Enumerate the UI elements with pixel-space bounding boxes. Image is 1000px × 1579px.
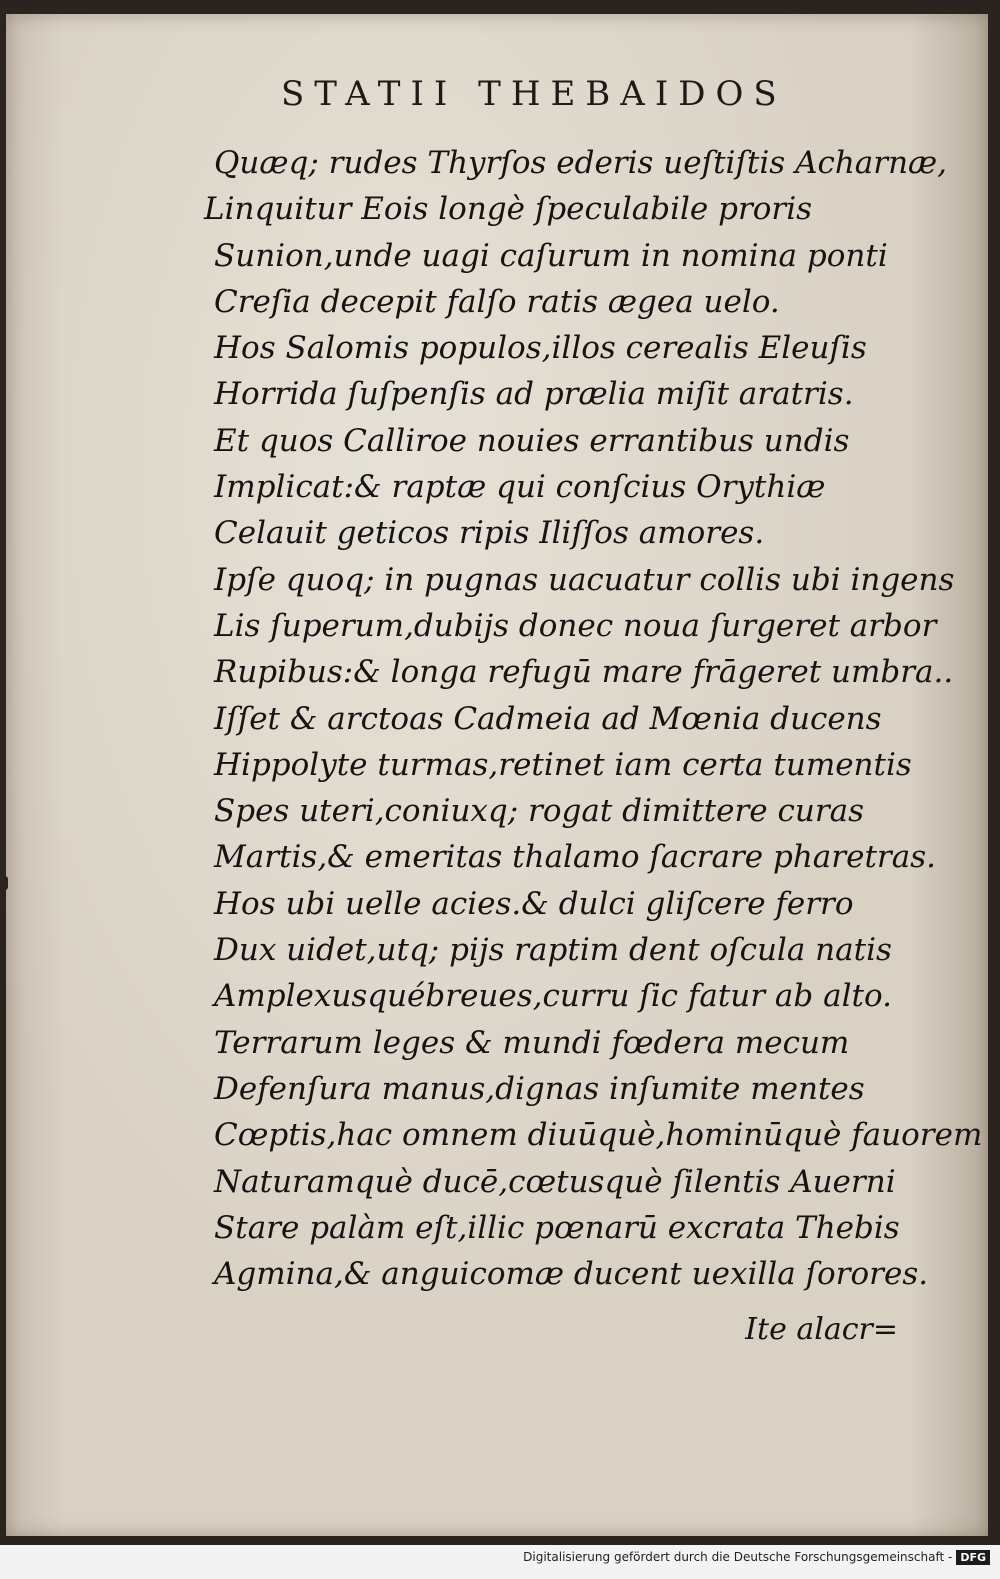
- running-header: STATII THEBAIDOS: [281, 74, 787, 114]
- verse-line: Creſia decepit falſo ratis ægea uelo.: [214, 283, 780, 320]
- verse-line: Quæq; rudes Thyrſos ederis ueſtiſtis Acharnæ,: [214, 145, 948, 181]
- verse-line: Et quos Calliroe nouies errantibus undis: [214, 422, 850, 459]
- verse-line: Linquitur Eois longè ſpeculabile proris: [204, 191, 813, 228]
- verse-line: Dux uidet,utq; pijs raptim dent oſcula natis: [214, 932, 892, 969]
- verse-line: Hippolyte turmas,retinet iam certa tumentis: [214, 746, 912, 783]
- verse-line: Spes uteri,coniuxq; rogat dimittere curas: [214, 793, 865, 830]
- verse-line: Defenſura manus,dignas inſumite mentes: [214, 1070, 865, 1107]
- verse-line: Rupibus:& longa refugū mare frāgeret umbra..: [214, 654, 954, 691]
- book-page: [6, 14, 988, 1536]
- catchword: Ite alacr=: [745, 1312, 898, 1347]
- verse-line: Ipſe quoq; in pugnas uacuatur collis ubi ingens: [214, 561, 955, 598]
- verse-line: Cœptis,hac omnem diuūquè,hominūquè fauorem: [214, 1117, 983, 1154]
- digitization-credit: [523, 1550, 990, 1565]
- verse-line: Lis ſuperum,dubijs donec noua ſurgeret arbor: [214, 607, 937, 644]
- credit-text: Digitalisierung gefördert durch die Deutsche Forschungsgemeinschaft -: [523, 1550, 953, 1564]
- verse-line: Martis,& emeritas thalamo ſacrare pharetras.: [214, 839, 936, 876]
- dfg-logo: DFG: [956, 1550, 990, 1565]
- verse-block: [204, 140, 983, 1297]
- verse-line: Stare palàm eſt,illic pœnarū excrata Thebis: [214, 1209, 900, 1246]
- verse-line: Iſſet & arctoas Cadmeia ad Mœnia ducens: [214, 700, 882, 737]
- page-edge-mark: [2, 876, 8, 890]
- verse-line: Sunion,unde uagi caſurum in nomina ponti: [214, 237, 888, 274]
- verse-line: Naturamquè ducē,cœtusquè ſilentis Auerni: [214, 1163, 896, 1200]
- verse-line: Amplexusquébreues,curru ſic fatur ab alto.: [214, 978, 892, 1015]
- verse-line: Agmina,& anguicomæ ducent uexilla ſorores.: [214, 1256, 929, 1293]
- verse-line: Celauit geticos ripis Iliſſos amores.: [214, 515, 765, 552]
- verse-line: Implicat:& raptæ qui conſcius Orythiæ: [214, 469, 826, 506]
- verse-line: Horrida ſuſpenſis ad prælia miſit aratris.: [214, 376, 854, 413]
- verse-line: Terrarum leges & mundi fœdera mecum: [214, 1024, 850, 1061]
- verse-line: Hos ubi uelle acies.& dulci gliſcere ferro: [214, 885, 854, 922]
- verse-line: Hos Salomis populos,illos cerealis Eleuſis: [214, 330, 867, 367]
